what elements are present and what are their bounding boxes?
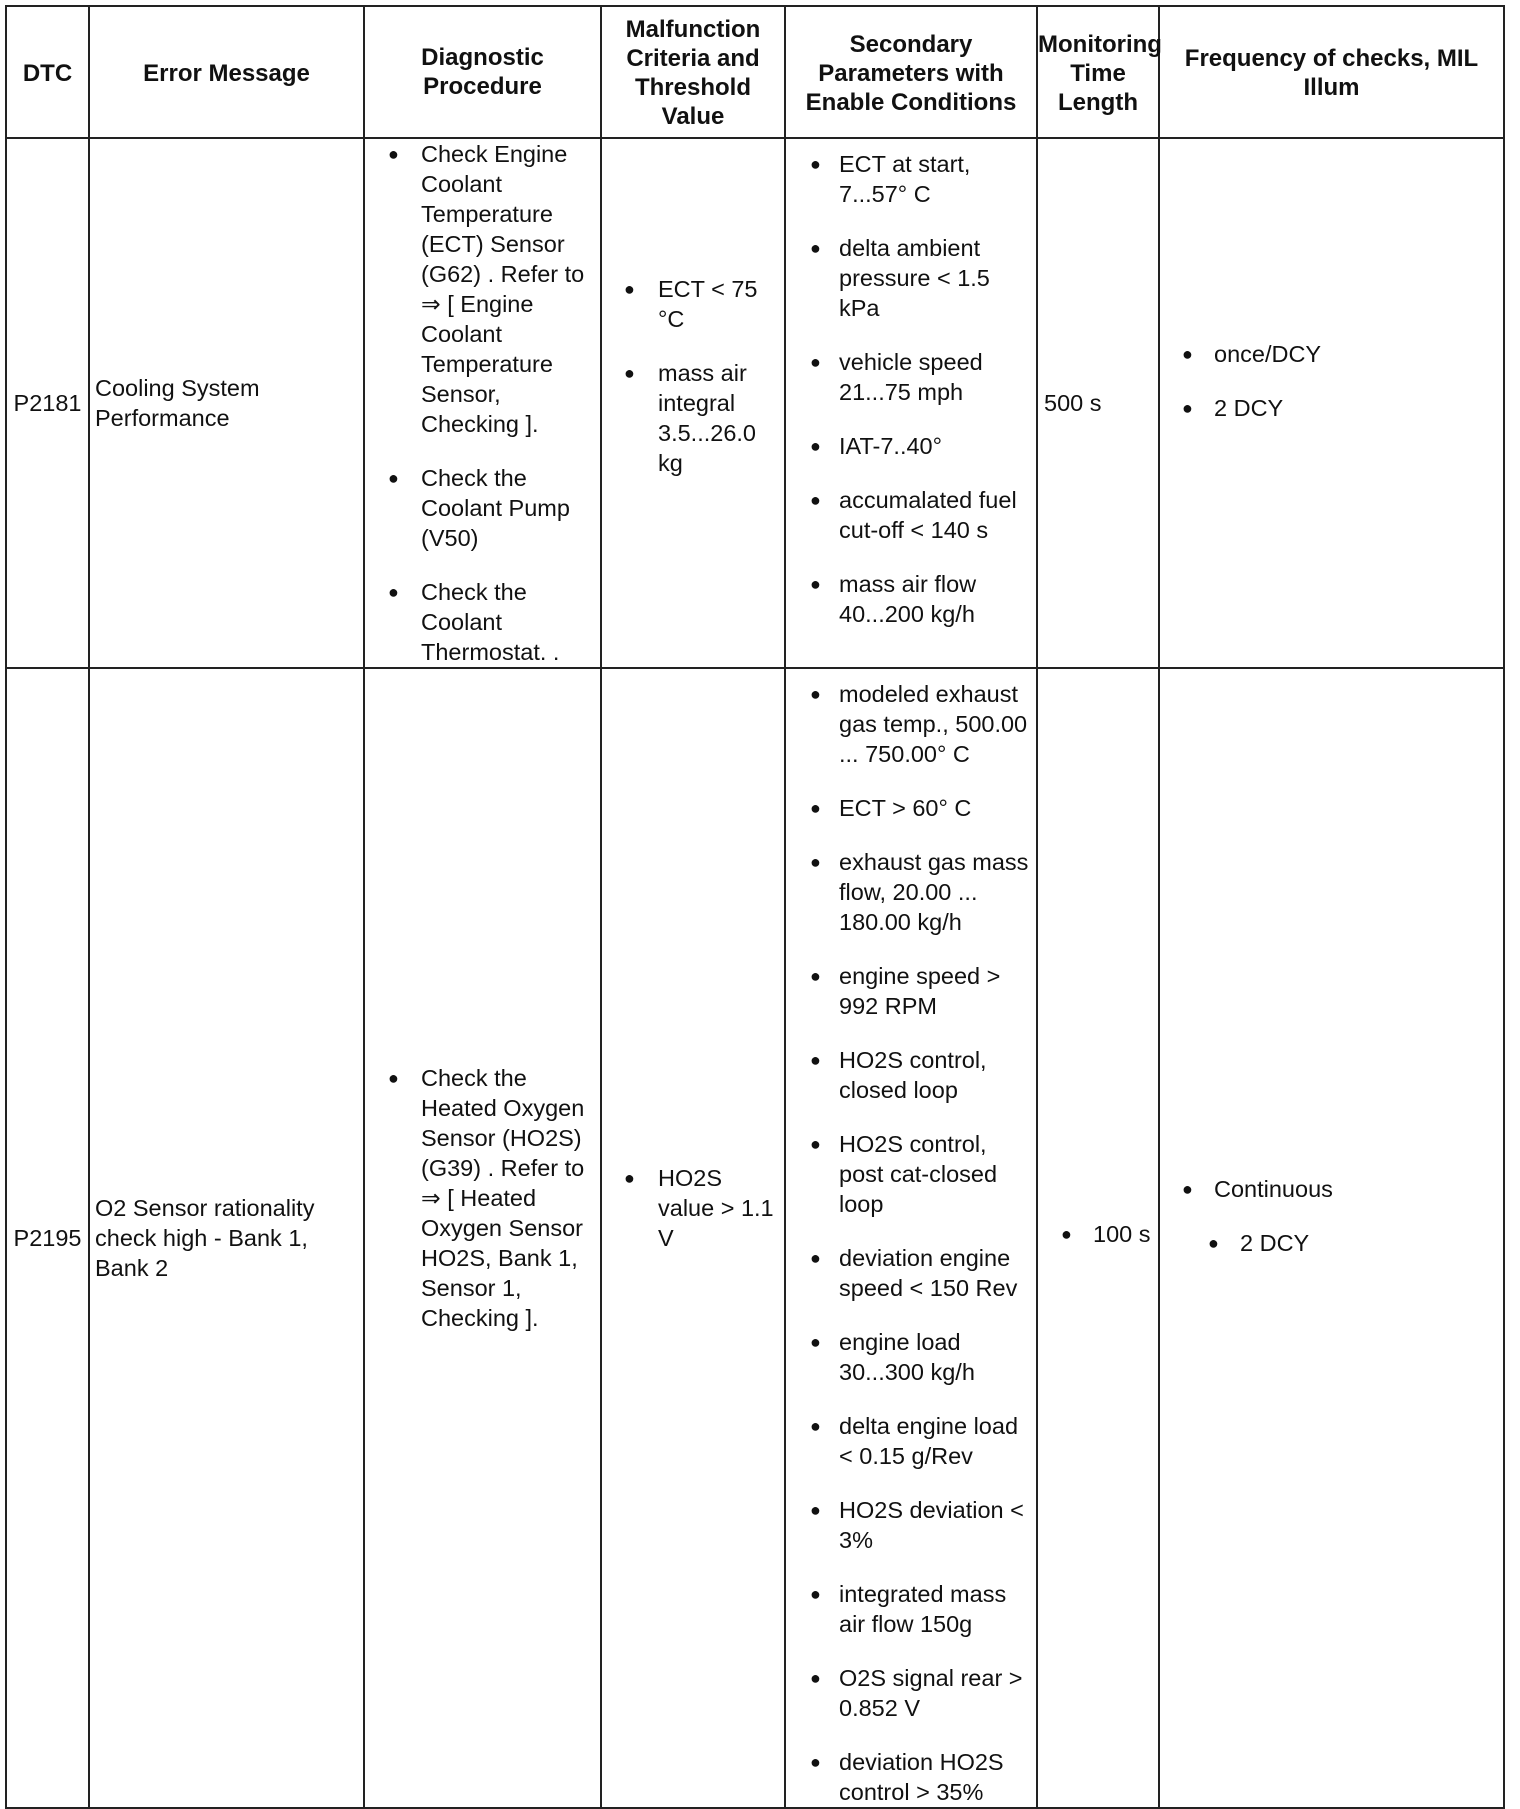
secondary-parameters: [785, 138, 1037, 668]
parameter-item: ● vehicle speed 21...75 mph: [786, 347, 1036, 407]
procedure-item: ● Check Engine Coolant Temperature (ECT) Sensor (G62) . Refer to ⇒ [ Engine Coolant Temperature Sensor, Checking ].: [365, 139, 594, 439]
frequency-item: ● 2 DCY: [1160, 393, 1503, 423]
header-malfunction-criteria: Malfunction Criteria and Threshold Value: [601, 6, 785, 138]
criteria-item: ● mass air integral 3.5...26.0 kg: [602, 358, 784, 478]
malfunction-criteria: [601, 138, 785, 668]
dtc-table: [5, 5, 1505, 1809]
diagnostic-procedure: [364, 138, 601, 668]
parameter-item: ● HO2S deviation < 3%: [786, 1495, 1036, 1555]
parameter-item: ● delta ambient pressure < 1.5 kPa: [786, 233, 1036, 323]
monitoring-time: [1037, 668, 1159, 1808]
header-row: [6, 6, 1504, 138]
criteria-item: ● HO2S value > 1.1 V: [602, 1163, 784, 1253]
procedure-item: ● Check the Coolant Thermostat. .: [365, 577, 594, 667]
secondary-parameters: [785, 668, 1037, 1808]
parameter-item: ● ECT > 60° C: [786, 793, 1036, 823]
header-monitoring-time: Monitoring Time Length: [1037, 6, 1159, 138]
dtc-code: P2181: [6, 138, 89, 668]
parameter-item: ● accumalated fuel cut-off < 140 s: [786, 485, 1036, 545]
diagnostic-procedure: [364, 668, 601, 1808]
header-diagnostic-procedure: Diagnostic Procedure: [364, 6, 601, 138]
header-dtc: DTC: [6, 6, 89, 138]
header-error-message: Error Message: [89, 6, 364, 138]
dtc-code: P2195: [6, 668, 89, 1808]
procedure-item: ● Check the Coolant Pump (V50): [365, 463, 594, 553]
header-secondary-parameters: Secondary Parameters with Enable Conditions: [785, 6, 1037, 138]
parameter-item: ● deviation HO2S control > 35%: [786, 1747, 1036, 1807]
parameter-item: ● modeled exhaust gas temp., 500.00 ... 750.00° C: [786, 679, 1036, 769]
parameter-item: ● IAT-7..40°: [786, 431, 1036, 461]
parameter-item: ● delta engine load < 0.15 g/Rev: [786, 1411, 1036, 1471]
parameter-item: ● exhaust gas mass flow, 20.00 ... 180.00 kg/h: [786, 847, 1036, 937]
parameter-item: ● O2S signal rear > 0.852 V: [786, 1663, 1036, 1723]
malfunction-criteria: [601, 668, 785, 1808]
parameter-item: ● engine speed > 992 RPM: [786, 961, 1036, 1021]
monitoring-time-item: ● 100 s: [1038, 1219, 1158, 1249]
frequency-item: ● 2 DCY: [1160, 1228, 1503, 1258]
error-message: O2 Sensor rationality check high - Bank 1, Bank 2: [89, 668, 364, 1808]
parameter-item: ● mass air flow 40...200 kg/h: [786, 569, 1036, 629]
parameter-item: ● integrated mass air flow 150g: [786, 1579, 1036, 1639]
frequency: [1159, 668, 1504, 1808]
parameter-item: ● HO2S control, closed loop: [786, 1045, 1036, 1105]
header-frequency: Frequency of checks, MIL Illum: [1159, 6, 1504, 138]
parameter-item: ● ECT at start, 7...57° C: [786, 149, 1036, 209]
parameter-item: ● deviation engine speed < 150 Rev: [786, 1243, 1036, 1303]
procedure-item: ● Check the Heated Oxygen Sensor (HO2S) (G39) . Refer to ⇒ [ Heated Oxygen Sensor HO2S, Bank 1, Sensor 1, Checking ].: [365, 1063, 594, 1333]
frequency-item: ● Continuous: [1160, 1174, 1503, 1204]
parameter-item: ● HO2S control, post cat-closed loop: [786, 1129, 1036, 1219]
table-row: [6, 138, 1504, 668]
criteria-item: ● ECT < 75 °C: [602, 274, 784, 334]
error-message: Cooling System Performance: [89, 138, 364, 668]
frequency: [1159, 138, 1504, 668]
parameter-item: ● engine load 30...300 kg/h: [786, 1327, 1036, 1387]
monitoring-time: 500 s: [1037, 138, 1159, 668]
table-row: [6, 668, 1504, 1808]
frequency-item: ● once/DCY: [1160, 339, 1503, 369]
